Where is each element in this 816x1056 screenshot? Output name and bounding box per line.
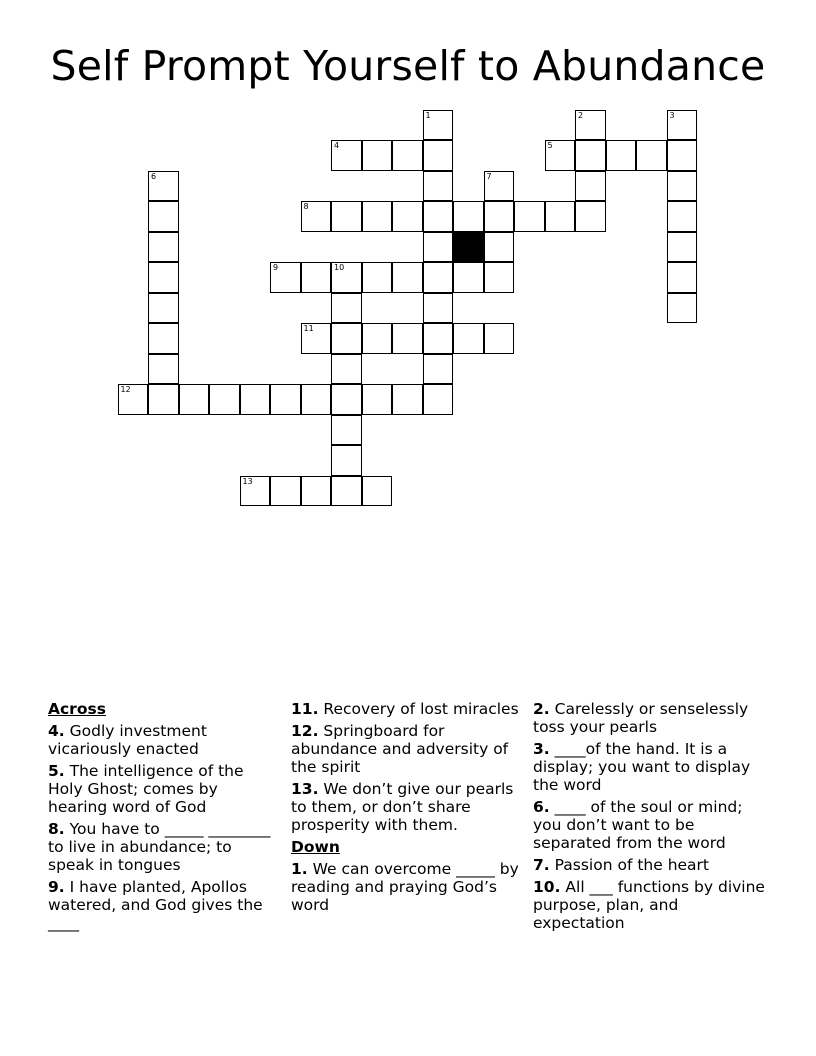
- grid-cell[interactable]: [667, 201, 698, 232]
- grid-cell[interactable]: [575, 171, 606, 202]
- cell-number: 8: [303, 202, 309, 211]
- grid-cell[interactable]: [148, 293, 179, 324]
- grid-cell[interactable]: [484, 201, 515, 232]
- grid-cell[interactable]: [148, 354, 179, 385]
- clue-item: [533, 856, 768, 874]
- grid-cell[interactable]: [545, 201, 576, 232]
- grid-cell[interactable]: [301, 262, 332, 293]
- grid-cell[interactable]: [667, 293, 698, 324]
- clue-number: 9.: [48, 878, 65, 896]
- clue-number: 8.: [48, 820, 65, 838]
- grid-cell[interactable]: [484, 323, 515, 354]
- clue-item: [533, 700, 768, 736]
- grid-cell[interactable]: [606, 140, 637, 171]
- clue-text: ____ of the soul or mind; you don’t want to be separated from the word: [533, 798, 743, 852]
- grid-cell[interactable]: [331, 354, 362, 385]
- grid-cell[interactable]: [362, 262, 393, 293]
- grid-cell[interactable]: [392, 384, 423, 415]
- grid-cell[interactable]: [362, 201, 393, 232]
- cell-number: 10: [334, 263, 345, 272]
- clue-number: 11.: [291, 700, 319, 718]
- grid-cell[interactable]: [453, 262, 484, 293]
- cell-number: 13: [242, 476, 253, 486]
- grid-cell[interactable]: [240, 476, 271, 507]
- clue-item: [291, 780, 523, 834]
- clue-item: [291, 722, 523, 776]
- clue-item: [48, 762, 280, 816]
- clue-text: Springboard for abundance and adversity of the spirit: [291, 722, 509, 776]
- grid-cell[interactable]: [209, 384, 240, 415]
- grid-cell[interactable]: [331, 262, 362, 293]
- clue-text: Godly investment vicariously enacted: [48, 722, 207, 758]
- grid-cell[interactable]: [331, 445, 362, 476]
- grid-cell[interactable]: [148, 384, 179, 415]
- clue-item: [48, 722, 280, 758]
- clue-item: [291, 700, 523, 718]
- grid-cell[interactable]: [148, 232, 179, 263]
- black-cell: [453, 232, 484, 263]
- cell-number: 4: [334, 141, 340, 150]
- grid-cell[interactable]: [362, 476, 393, 507]
- cell-number: 6: [151, 171, 157, 181]
- clue-item: [533, 798, 768, 852]
- grid-cell[interactable]: [423, 110, 454, 141]
- grid-cell[interactable]: [148, 201, 179, 232]
- clue-text: Recovery of lost miracles: [323, 700, 519, 718]
- grid-cell[interactable]: [423, 232, 454, 263]
- clue-number: 3.: [533, 740, 550, 758]
- grid-cell[interactable]: [545, 140, 576, 171]
- grid-cell[interactable]: [423, 323, 454, 354]
- cell-number: 7: [486, 171, 492, 181]
- clue-number: 12.: [291, 722, 319, 740]
- grid-cell[interactable]: [270, 476, 301, 507]
- grid-cell[interactable]: [118, 384, 149, 415]
- clue-item: [48, 820, 280, 874]
- clue-text: All ___ functions by divine purpose, plan, and expectation: [533, 878, 765, 932]
- grid-cell[interactable]: [667, 140, 698, 171]
- grid-cell[interactable]: [331, 140, 362, 171]
- grid-cell[interactable]: [453, 323, 484, 354]
- grid-cell[interactable]: [331, 476, 362, 507]
- clue-text: The intelligence of the Holy Ghost; comes by hearing word of God: [48, 762, 244, 816]
- clue-number: 2.: [533, 700, 550, 718]
- grid-cell[interactable]: [575, 110, 606, 141]
- clue-text: Passion of the heart: [554, 856, 710, 874]
- clues-column-1: [48, 700, 280, 936]
- grid-cell[interactable]: [270, 262, 301, 293]
- grid-cell[interactable]: [423, 384, 454, 415]
- grid-cell[interactable]: [423, 140, 454, 171]
- grid-cell[interactable]: [636, 140, 667, 171]
- cell-number: 1: [425, 110, 431, 120]
- grid-cell[interactable]: [392, 140, 423, 171]
- grid-cell[interactable]: [423, 262, 454, 293]
- clue-number: 6.: [533, 798, 550, 816]
- clue-number: 5.: [48, 762, 65, 780]
- grid-cell[interactable]: [301, 201, 332, 232]
- clue-number: 13.: [291, 780, 319, 798]
- grid-cell[interactable]: [667, 262, 698, 293]
- grid-cell[interactable]: [423, 171, 454, 202]
- grid-cell[interactable]: [667, 232, 698, 263]
- grid-cell[interactable]: [362, 140, 393, 171]
- grid-cell[interactable]: [423, 201, 454, 232]
- cell-number: 2: [578, 110, 584, 120]
- grid-cell[interactable]: [179, 384, 210, 415]
- clue-text: I have planted, Apollos watered, and God gives the ____: [48, 878, 263, 932]
- grid-cell[interactable]: [667, 171, 698, 202]
- puzzle-title: Self Prompt Yourself to Abundance: [50, 42, 766, 90]
- clues-column-3: [533, 700, 768, 936]
- clue-text: We don’t give our pearls to them, or don’t share prosperity with them.: [291, 780, 514, 834]
- cell-number: 3: [669, 110, 675, 120]
- clue-text: ____of the hand. It is a display; you want to display the word: [533, 740, 751, 794]
- down-heading: Down: [291, 838, 340, 856]
- grid-cell[interactable]: [453, 201, 484, 232]
- clue-text: We can overcome _____ by reading and praying God’s word: [291, 860, 519, 914]
- grid-cell[interactable]: [331, 415, 362, 446]
- cell-number: 12: [120, 385, 131, 394]
- grid-cell[interactable]: [240, 384, 271, 415]
- grid-cell[interactable]: [148, 171, 179, 202]
- clue-item: [291, 860, 523, 914]
- grid-cell[interactable]: [301, 384, 332, 415]
- grid-cell[interactable]: [423, 354, 454, 385]
- grid-cell[interactable]: [423, 293, 454, 324]
- clue-text: Carelessly or senselessly toss your pearls: [533, 700, 749, 736]
- cell-number: 9: [273, 263, 279, 272]
- grid-cell[interactable]: [484, 171, 515, 202]
- grid-cell[interactable]: [362, 323, 393, 354]
- grid-cell[interactable]: [484, 232, 515, 263]
- grid-cell[interactable]: [331, 384, 362, 415]
- grid-cell[interactable]: [392, 262, 423, 293]
- clue-text: You have to _____ ________ to live in abundance; to speak in tongues: [48, 820, 271, 874]
- clues-column-2: [291, 700, 523, 918]
- grid-cell[interactable]: [270, 384, 301, 415]
- grid-cell[interactable]: [148, 262, 179, 293]
- grid-cell[interactable]: [331, 293, 362, 324]
- grid-cell[interactable]: [331, 323, 362, 354]
- grid-cell[interactable]: [392, 201, 423, 232]
- grid-cell[interactable]: [362, 384, 393, 415]
- grid-cell[interactable]: [301, 323, 332, 354]
- grid-cell[interactable]: [484, 262, 515, 293]
- clue-item: [48, 878, 280, 932]
- clue-number: 1.: [291, 860, 308, 878]
- grid-cell[interactable]: [575, 140, 606, 171]
- clue-number: 10.: [533, 878, 561, 896]
- clue-number: 7.: [533, 856, 550, 874]
- cell-number: 5: [547, 141, 553, 150]
- grid-cell[interactable]: [392, 323, 423, 354]
- grid-cell[interactable]: [301, 476, 332, 507]
- grid-cell[interactable]: [575, 201, 606, 232]
- cell-number: 11: [303, 324, 314, 333]
- clue-item: [533, 740, 768, 794]
- grid-cell[interactable]: [148, 323, 179, 354]
- clue-item: [533, 878, 768, 932]
- grid-cell[interactable]: [331, 201, 362, 232]
- clue-number: 4.: [48, 722, 65, 740]
- grid-cell[interactable]: [514, 201, 545, 232]
- across-heading: Across: [48, 700, 106, 718]
- grid-cell[interactable]: [667, 110, 698, 141]
